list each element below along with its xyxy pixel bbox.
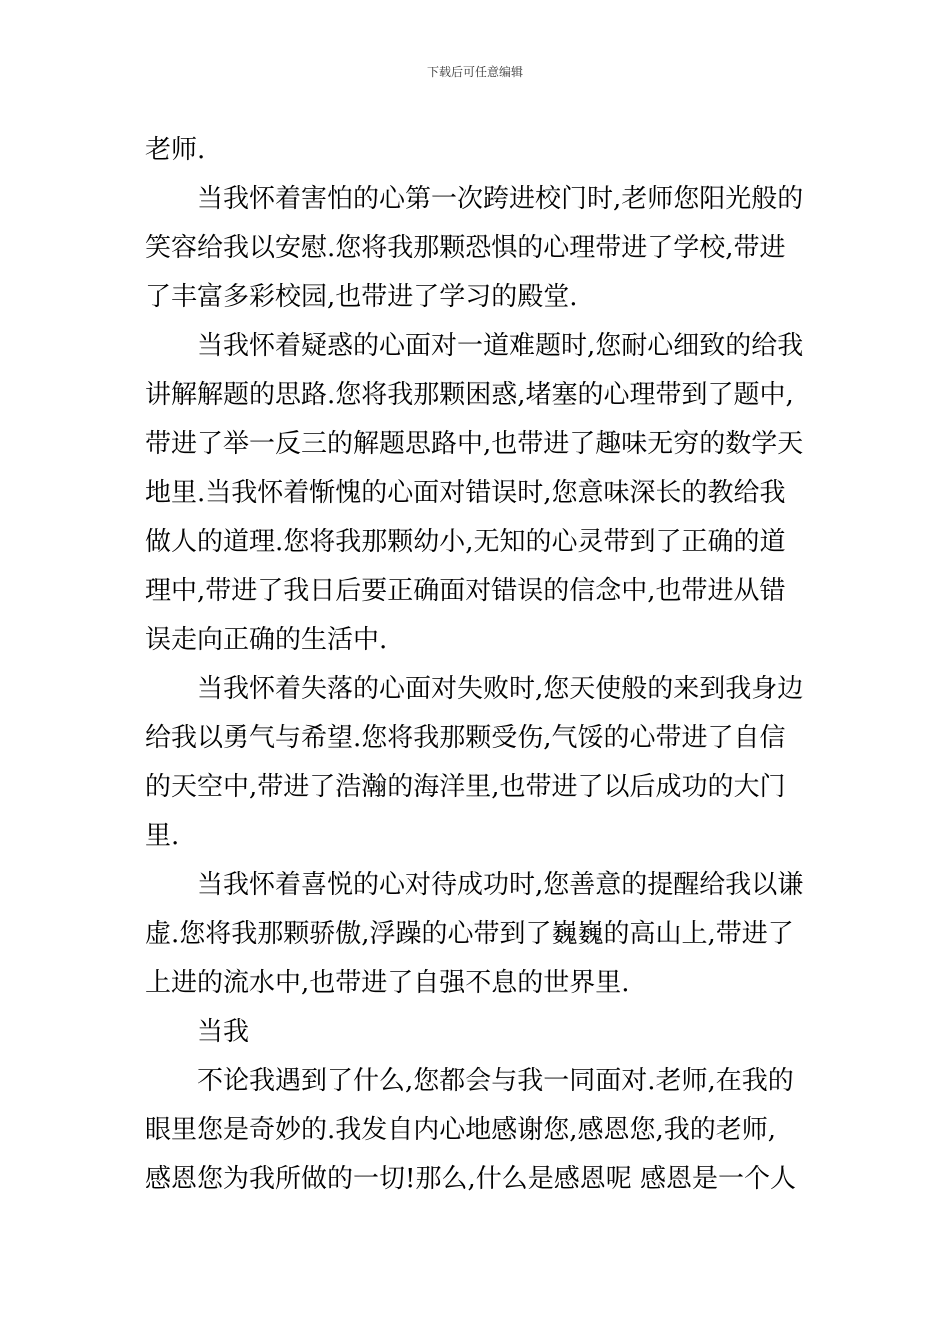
text-line: 理中,带进了我日后要正确面对错误的信念中,也带进从错 xyxy=(145,576,786,606)
text-line: 虚.您将我那颗骄傲,浮躁的心带到了巍巍的高山上,带进了 xyxy=(145,919,794,949)
text-line: 了丰富多彩校园,也带进了学习的殿堂. xyxy=(145,282,578,312)
text-line: 老师. xyxy=(145,135,206,165)
text-line: 眼里您是奇妙的.我发自内心地感谢您,感恩您,我的老师, xyxy=(145,1115,777,1145)
text-line: 带进了举一反三的解题思路中,也带进了趣味无穷的数学天 xyxy=(145,429,804,459)
text-line: 给我以勇气与希望.您将我那颗受伤,气馁的心带进了自信 xyxy=(145,723,786,753)
text-line: 不论我遇到了什么,您都会与我一同面对.老师,在我的 xyxy=(197,1066,794,1096)
text-line: 上进的流水中,也带进了自强不息的世界里. xyxy=(145,968,630,998)
text-line: 里. xyxy=(145,821,180,851)
text-block xyxy=(145,126,810,1204)
text-line: 的天空中,带进了浩瀚的海洋里,也带进了以后成功的大门 xyxy=(145,772,786,802)
text-line: 当我怀着失落的心面对失败时,您天使般的来到我身边 xyxy=(197,674,804,704)
text-line: 感恩您为我所做的一切!那么,什么是感恩呢 感恩是一个人 xyxy=(145,1164,796,1194)
text-line: 讲解解题的思路.您将我那颗困惑,堵塞的心理带到了题中, xyxy=(145,380,794,410)
text-line: 当我怀着疑惑的心面对一道难题时,您耐心细致的给我 xyxy=(197,331,804,361)
page-header-note: 下载后可任意编辑 xyxy=(426,65,523,79)
text-line: 笑容给我以安慰.您将我那颗恐惧的心理带进了学校,带进 xyxy=(145,233,786,263)
text-line: 当我 xyxy=(197,1017,250,1047)
text-line: 做人的道理.您将我那颗幼小,无知的心灵带到了正确的道 xyxy=(145,527,786,557)
text-line: 误走向正确的生活中. xyxy=(145,625,388,655)
text-line: 当我怀着喜悦的心对待成功时,您善意的提醒给我以谦 xyxy=(197,870,804,900)
text-line: 当我怀着害怕的心第一次跨进校门时,老师您阳光般的 xyxy=(197,184,804,214)
document-body xyxy=(145,126,810,1204)
text-line: 地里.当我怀着惭愧的心面对错误时,您意味深长的教给我 xyxy=(145,478,786,508)
